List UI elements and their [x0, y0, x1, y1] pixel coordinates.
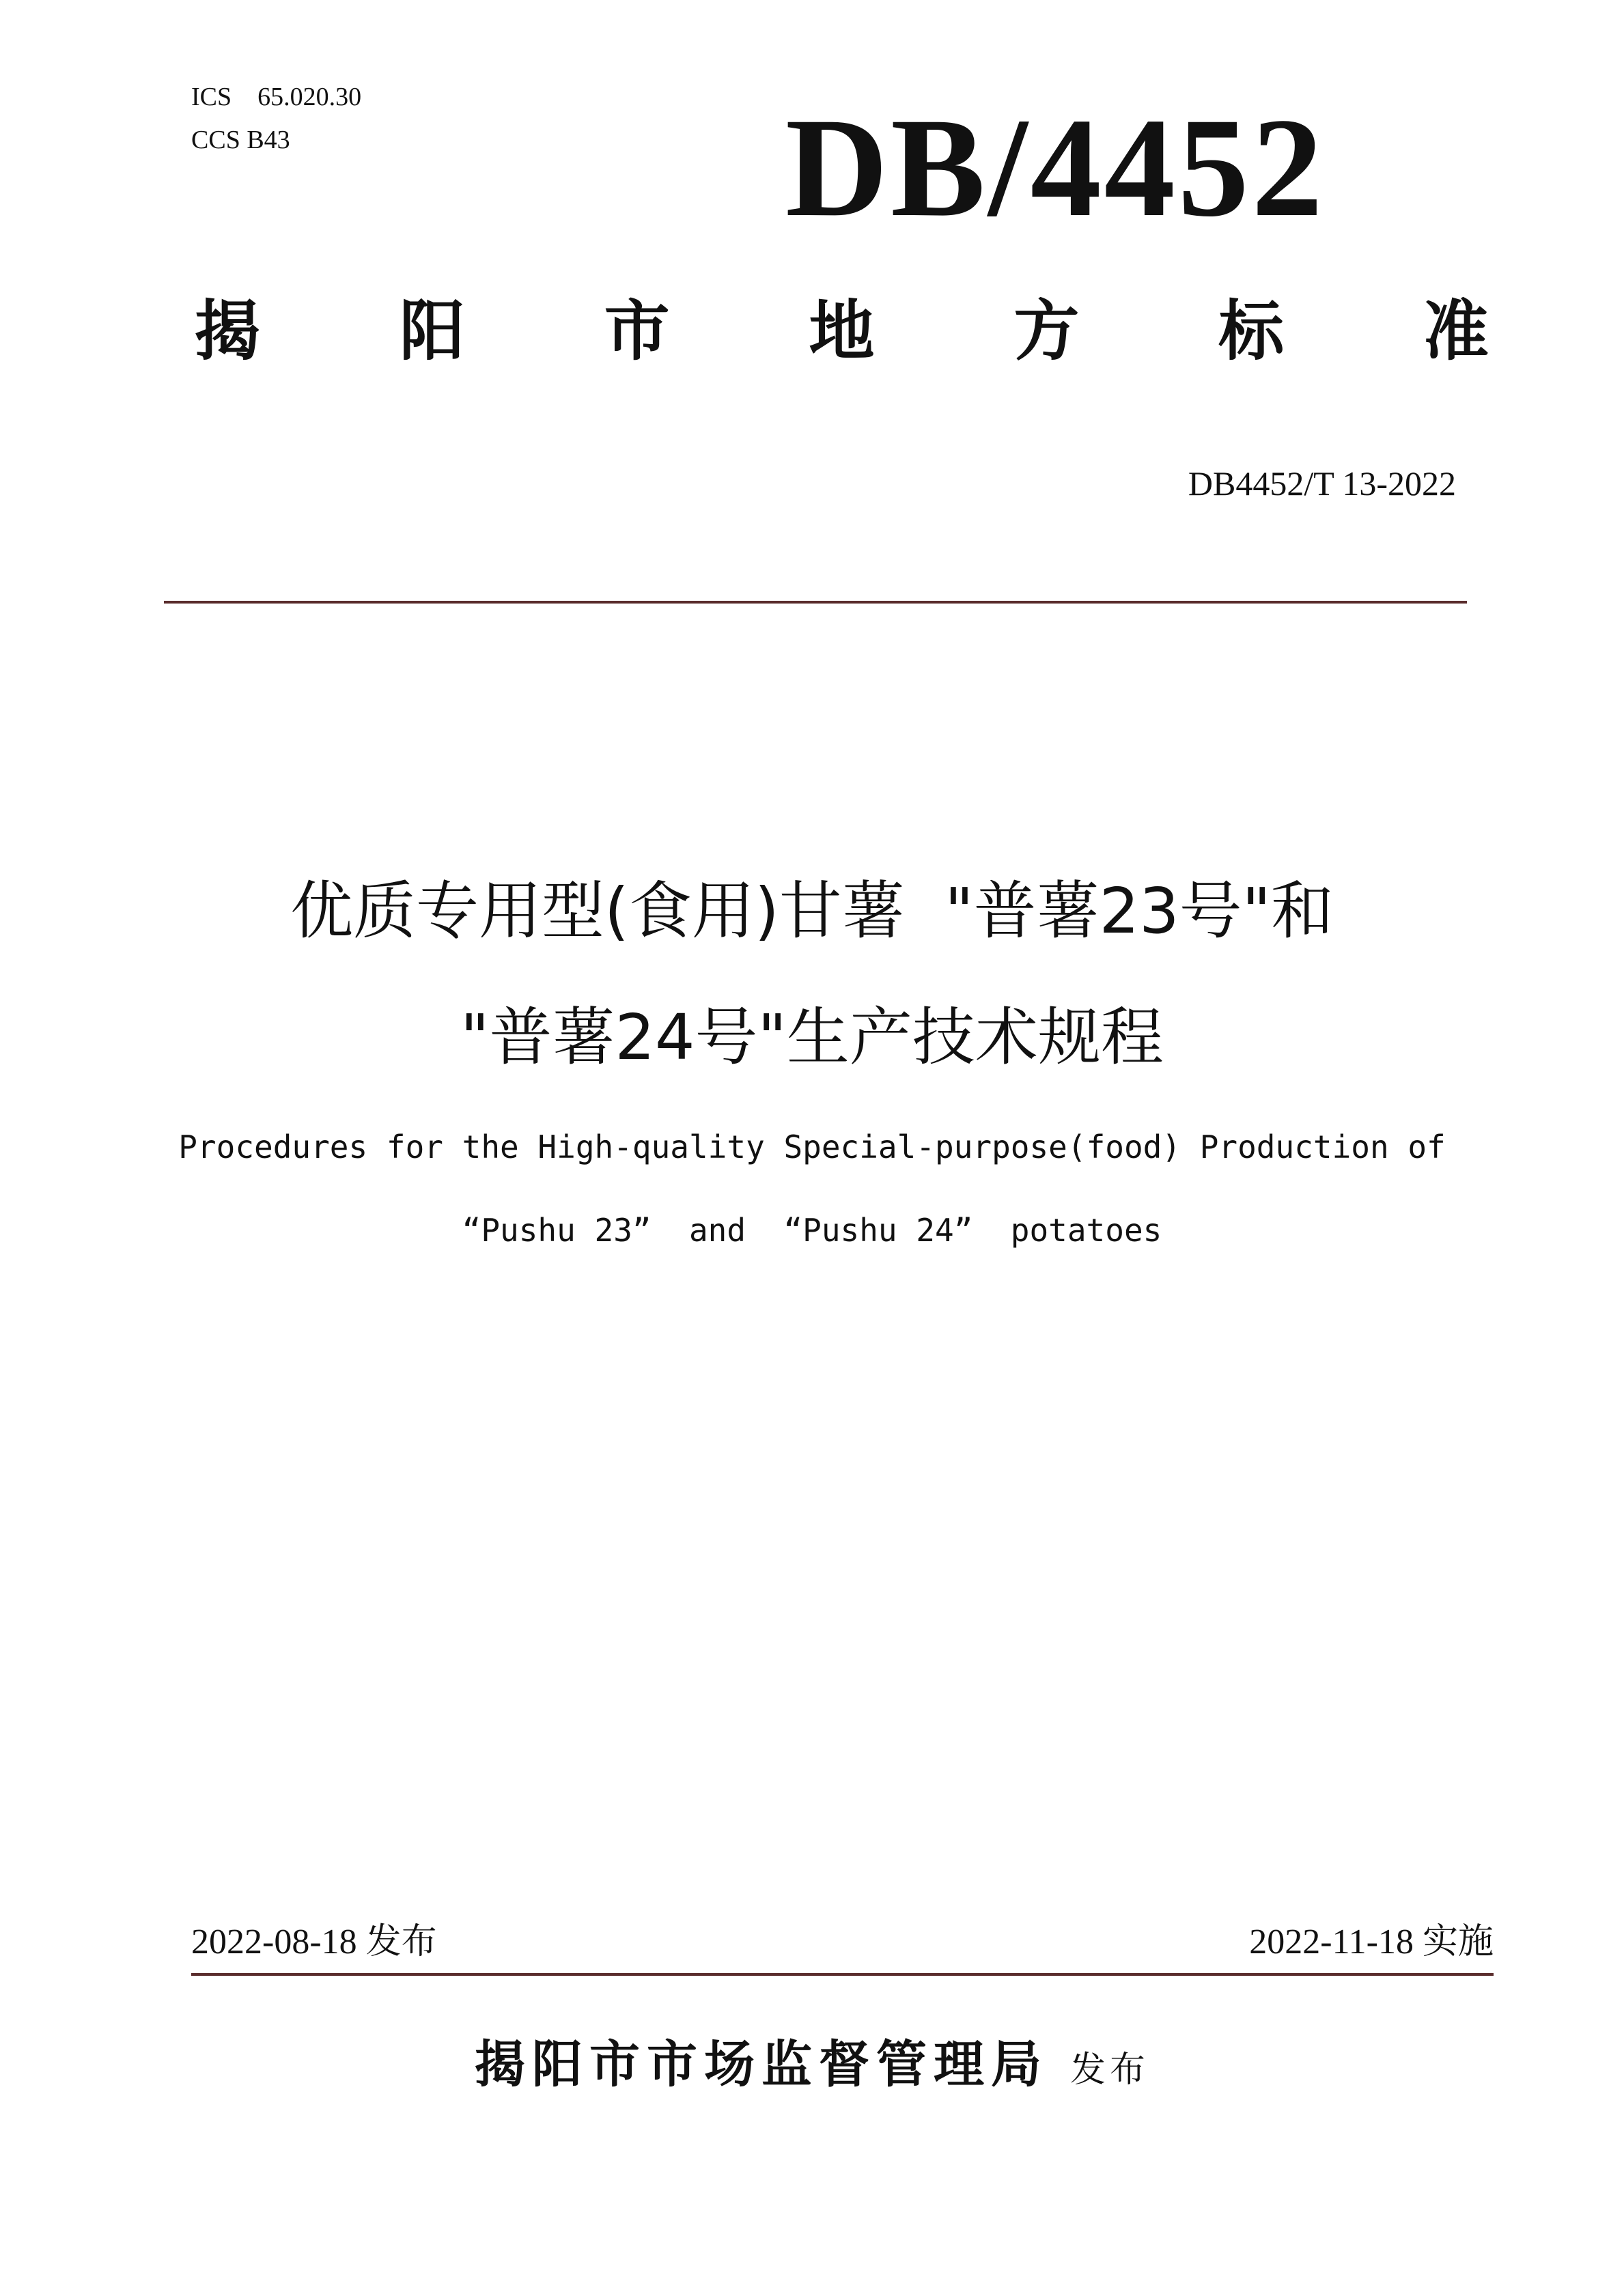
- issuer-line: [0, 2024, 1624, 2097]
- implement-date: 2022-11-18 实施: [1249, 1923, 1494, 1961]
- standard-type-char: 标: [1218, 293, 1285, 369]
- standard-number: DB4452/T 13-2022: [1188, 464, 1456, 502]
- db-standard-mark: DB/4452: [785, 89, 1326, 246]
- issuer-suffix: 发布: [1069, 2050, 1149, 2091]
- standard-type-char: 地: [809, 293, 875, 369]
- title-en-line-1: Procedures for the High-quality Special-purpose(food) Production of: [178, 1129, 1446, 1165]
- issuer-name: 揭阳市市场监督管理局: [474, 2035, 1048, 2094]
- ccs-code: CCS B43: [191, 126, 290, 154]
- publish-date: 2022-08-18 发布: [191, 1923, 437, 1961]
- header-divider: [164, 601, 1467, 604]
- standard-type-heading: [195, 294, 1489, 369]
- title-cn-line-1: 优质专用型(食用)甘薯 "普薯23号"和: [290, 875, 1334, 948]
- footer-divider: [191, 1973, 1494, 1976]
- ics-code: ICS 65.020.30: [191, 83, 362, 111]
- title-en-line-2: “Pushu 23” and “Pushu 24” potatoes: [462, 1212, 1162, 1249]
- standard-type-char: 准: [1423, 293, 1489, 369]
- standard-type-char: 揭: [195, 293, 260, 369]
- standard-type-char: 方: [1013, 293, 1080, 369]
- standard-type-char: 阳: [399, 293, 465, 369]
- title-cn-line-2: "普薯24号"生产技术规程: [460, 1001, 1164, 1074]
- standard-type-char: 市: [604, 293, 670, 369]
